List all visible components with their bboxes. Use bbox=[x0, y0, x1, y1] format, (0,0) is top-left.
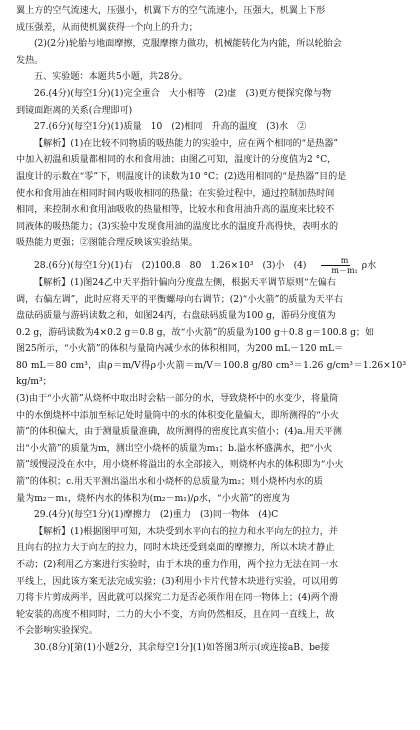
text-line: 到镜面距离的关系(合理即可) bbox=[16, 105, 133, 116]
formula-tail: ρ水 bbox=[361, 260, 377, 271]
q28-answers: 28.(6分)(每空1分)(1)右 (2)100.8 80 1.26×10³ (3)小 (4) bbox=[34, 260, 307, 271]
text-line: 同液体的吸热能力；(3)实验中发现食用油的温度比水的温度升高得快，表明水的 bbox=[16, 221, 339, 232]
question-29: 29.(4分)(每空1分)(1)摩擦力 (2)重力 (3)同一物体 (4)C bbox=[34, 510, 279, 521]
text-line: 相同，来控制水和食用油吸收的热量相等，比较水和食用油升高的温度来比较不 bbox=[16, 205, 335, 216]
text-line: (2)(2分)轮胎与地面摩擦，克服摩擦力做功，机械能转化为内能，所以轮胎会 bbox=[34, 39, 342, 50]
question-30: 30.(8分)[第(1)小题2分，其余每空1分](1)如答图3所示(或连接aB、be接 bbox=[34, 642, 330, 653]
text-line: 中加入初温和质量都相同的水和食用油；由图乙可知，温度计的分度值为2 °C， bbox=[16, 155, 337, 166]
text-line: 翼上方的空气流速大，压强小，机翼下方的空气流速小，压强大，机翼上下形 bbox=[16, 6, 326, 16]
question-27: 27.(6分)(每空1分)(1)质量 10 (2)相同 升高的温度 (3)水 ② bbox=[34, 122, 307, 133]
text-line: 平线上，因此该方案无法完成实验；(3)利用小卡片代替木块进行实验，可以用剪 bbox=[16, 576, 339, 587]
analysis-29: 【解析】(1)根据图甲可知，木块受到水平向右的拉力和水平向左的拉力，并 bbox=[34, 526, 338, 537]
text-line: 成压强差，从而使机翼获得一个向上的升力； bbox=[16, 22, 198, 33]
question-26: 26.(4分)(每空1分)(1)完全重合 大小相等 (2)虚 (3)更方便探究像与物 bbox=[34, 88, 332, 99]
text-line: (3)由于“小火箭”从烧杯中取出时会粘一部分的水，导致烧杯中的水变少，将量筒 bbox=[16, 394, 339, 405]
section-heading: 五、实验题：本题共5小题，共28分。 bbox=[34, 72, 188, 83]
text-line: 箭”的体积；c.用天平测出溢出水和小烧杯的总质量为m₂；则小烧杯内水的质 bbox=[16, 477, 323, 488]
text-line: 且向右的拉力大于向左的拉力，同时木块还受到桌面的摩擦力，所以木块才静止 bbox=[16, 543, 335, 554]
text-line: 不动；(2)利用乙方案进行实验时，由于木块的重力作用，两个拉力无法在同一水 bbox=[16, 560, 339, 570]
text-line: 箭”的体积偏大，由于测量质量准确，故所测得的密度比真实值小；(4)a.用天平测 bbox=[16, 427, 342, 438]
text-line: 量为m₂－m₁，烧杯内水的体积为(m₂－m₁)/ρ水，“小火箭”的密度为 bbox=[16, 493, 290, 504]
text-line: 调，右偏左调”，此时应将天平的平衡螺母向右调节；(2)“小火箭”的质量为天平右 bbox=[16, 294, 343, 305]
text-line: 中的水倒烧杯中添加至标记处时量筒中的水的体积变化量偏大，即所测得的“小火 bbox=[16, 410, 339, 421]
analysis-28: 【解析】(1)图24乙中天平指针偏向分度盘左侧，根据天平调节原则“左偏右 bbox=[34, 277, 336, 288]
text-line: 0.2 g，游码读数为4×0.2 g＝0.8 g，故“小火箭”的质量为100 g＋0.8 g＝100.8 g；如 bbox=[16, 327, 375, 338]
text-line: 不会影响实验探究。 bbox=[16, 626, 98, 637]
text-line: 图25所示，“小火箭”的体积与量筒内减少水的体积相同，为200 mL－120 mL＝ bbox=[16, 344, 344, 355]
text-line: 使水和食用油在相同时间内吸收相同的热量；在实验过程中，通过控制加热时间 bbox=[16, 188, 335, 199]
text-line: 温度计的示数在“零”下，则温度计的读数为10 °C；(2)选用相同的“是热器”目的是 bbox=[16, 171, 347, 182]
text-line: 发热。 bbox=[16, 55, 44, 66]
text-line: 盘砝码质量与游码读数之和，如图24丙，右盘砝码质量为100 g，游码分度值为 bbox=[16, 311, 336, 322]
text-line: 轮安装的高度不相同时，二力的大小不变，方向仍然相反，且在同一直线上，故 bbox=[16, 609, 335, 620]
text-line: 80 mL＝80 cm³，由ρ＝m/V得ρ小火箭＝m/V＝100.8 g/80 cm³＝1.26 g/cm³＝1.26×10³ kg/m³； bbox=[16, 360, 406, 388]
text-line: 刀将卡片剪成两半，因此就可以探究二力是否必须作用在同一物体上；(4)两个滑 bbox=[16, 593, 339, 604]
density-fraction: $\frac{m}{\text{m－m₁}}$ bbox=[311, 256, 359, 275]
analysis-27: 【解析】(1)在比较不同物质的吸热能力的实验中，应在两个相同的“是热器” bbox=[34, 138, 339, 149]
question-28 bbox=[16, 256, 406, 275]
text-line: 吸热能力更强；②图能合理反映该实验结果。 bbox=[16, 238, 198, 249]
text-line: 出“小火箭”的质量为m，测出空小烧杯的质量为m₁；b.溢水杯盛满水，把“小火 bbox=[16, 443, 333, 454]
text-line: 箭”缓慢浸没在水中，用小烧杯将溢出的水全部接入，则烧杯内水的体积即为“小火 bbox=[16, 460, 344, 471]
